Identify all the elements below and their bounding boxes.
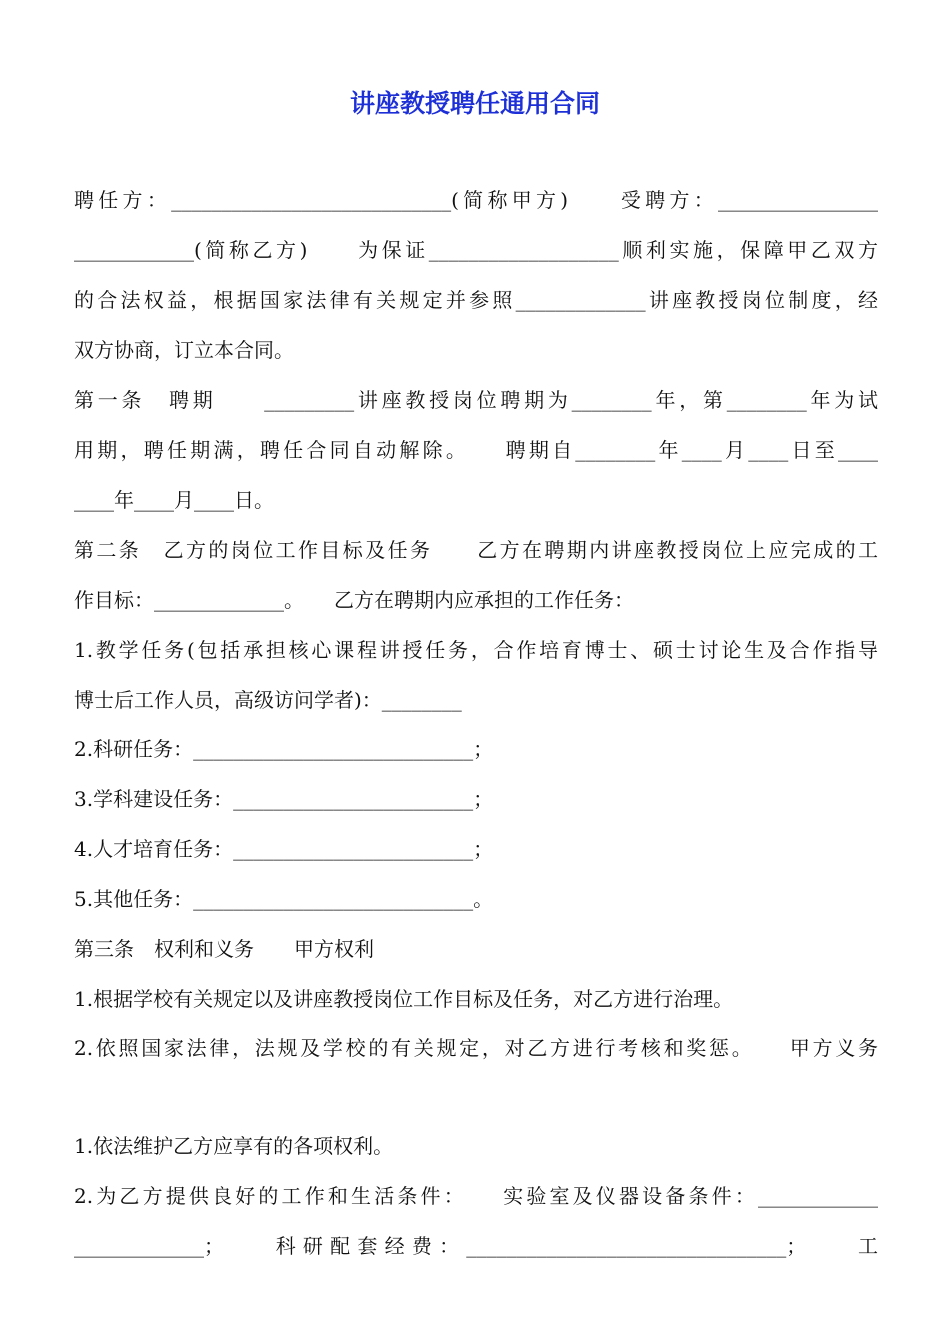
paragraph-line: 的合法权益，根据国家法律有关规定并参照_____________讲座教授岗位制度，经 [74, 288, 878, 312]
task-item: 2.科研任务：____________________________； [74, 737, 494, 761]
rights-item: 2.依照国家法律，法规及学校的有关规定，对乙方进行考核和奖惩。 甲方义务 [74, 1036, 878, 1060]
paragraph-line: 第一条 聘期 _________讲座教授岗位聘期为________年，第________年为试 [74, 388, 878, 412]
section-heading: 第三条 权利和义务 甲方权利 [74, 937, 374, 961]
paragraph-line: ____年____月____日。 [74, 488, 274, 512]
task-item: 5.其他任务：____________________________。 [74, 887, 494, 911]
rights-item: 1.根据学校有关规定以及讲座教授岗位工作目标及任务，对乙方进行治理。 [74, 987, 734, 1011]
document-title: 讲座教授聘任通用合同 [349, 89, 600, 118]
task-item: 3.学科建设任务：________________________； [74, 787, 494, 811]
paragraph-line: 作目标：_____________。 乙方在聘期内应承担的工作任务： [74, 588, 634, 612]
duty-item: 1.依法维护乙方应享有的各项权利。 [74, 1134, 394, 1158]
task-item: 4.人才培育任务：________________________； [74, 837, 494, 861]
paragraph-line: 第二条 乙方的岗位工作目标及任务 乙方在聘期内讲座教授岗位上应完成的工 [74, 538, 878, 562]
paragraph-line: 用期，聘任期满，聘任合同自动解除。 聘期自________年____月____日至____ [74, 438, 878, 462]
duty-item: 2.为乙方提供良好的工作和生活条件： 实验室及仪器设备条件：____________ [74, 1184, 878, 1208]
duty-item: _____________； 科研配套经费：________________________________； 工 [74, 1234, 878, 1258]
paragraph-line: ____________(简称乙方) 为保证___________________顺利实施，保障甲乙双方 [74, 238, 878, 262]
paragraph-line: 聘任方：____________________________(简称甲方) 受聘方：________________ [74, 188, 878, 212]
paragraph-line: 博士后工作人员，高级访问学者)：________ [74, 688, 462, 712]
paragraph-line: 双方协商，订立本合同。 [74, 338, 294, 362]
paragraph-line: 1.教学任务(包括承担核心课程讲授任务，合作培育博士、硕士讨论生及合作指导 [74, 638, 878, 662]
